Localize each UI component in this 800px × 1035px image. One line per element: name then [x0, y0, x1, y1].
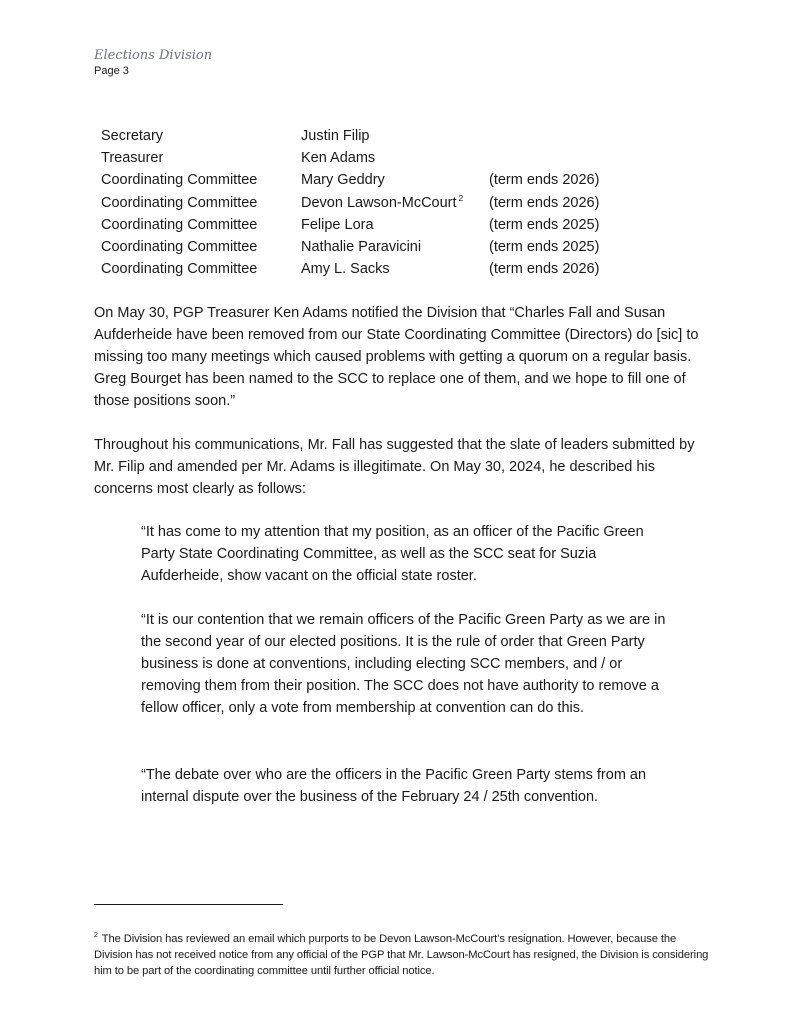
officer-name: Mary Geddry [301, 172, 385, 189]
footnote-reference: 2 [458, 192, 464, 203]
officer-name-cell [301, 192, 489, 214]
officer-row [95, 236, 619, 258]
officer-row [95, 125, 619, 147]
footnote [94, 931, 714, 979]
officer-name: Devon Lawson-McCourt [301, 194, 457, 211]
officer-row [95, 214, 619, 236]
officer-term: (term ends 2026) [489, 194, 600, 211]
block-quote-3: “The debate over who are the officers in the Pacific Green Party stems from an internal dispute over the business of the February 24 / 25th convention. [141, 767, 647, 805]
officer-term [489, 125, 619, 147]
officer-term: (term ends 2025) [489, 239, 600, 256]
officer-role: Coordinating Committee [101, 216, 258, 233]
officer-row [95, 169, 619, 191]
officer-role: Coordinating Committee [101, 261, 258, 278]
page-header [94, 47, 212, 78]
officer-role: Coordinating Committee [101, 172, 258, 189]
footnote-number: 2 [94, 932, 98, 940]
officer-role: Treasurer [101, 150, 164, 167]
officer-term: (term ends 2025) [489, 216, 600, 233]
block-quote-1: “It has come to my attention that my position, as an officer of the Pacific Green Party State Coordinating Committee, as well as the SCC seat for Suzia Aufderheide, show vacant on the official state roster. [141, 524, 644, 584]
officer-name: Ken Adams [301, 150, 376, 167]
officer-term: (term ends 2026) [489, 261, 600, 278]
officer-name: Nathalie Paravicini [301, 239, 422, 256]
footnote-separator [94, 904, 283, 905]
body-paragraph-2: Throughout his communications, Mr. Fall has suggested that the slate of leaders submitted by Mr. Filip and amended per Mr. Adams is illegitimate. On May 30, 2024, he described his concerns most clearly as follows: [94, 437, 695, 497]
officer-role: Secretary [101, 128, 164, 144]
officer-term [489, 147, 619, 169]
body-paragraph-1: On May 30, PGP Treasurer Ken Adams notified the Division that “Charles Fall and Susan Aufderheide have been removed from our State Coordinating Committee (Directors) do [sic] to missing too many meetings which caused problems with getting a quorum on a regular basis. Greg Bourget has been named to the SCC to replace one of them, and we hope to fill one of those positions soon.” [94, 305, 699, 409]
officer-row [95, 147, 619, 169]
page-number: Page 3 [94, 65, 129, 77]
officer-role: Coordinating Committee [101, 194, 258, 211]
header-division: Elections Division [94, 48, 213, 63]
officer-term: (term ends 2026) [489, 172, 600, 189]
officer-name: Amy L. Sacks [301, 261, 390, 278]
officer-name: Felipe Lora [301, 216, 374, 233]
officer-name: Justin Filip [301, 128, 370, 144]
footnote-text: The Division has reviewed an email which purports to be Devon Lawson-McCourt’s resignation. However, because the Division has not received notice from any official of the PGP that Mr. Lawson-McCourt has resigned, the Division is considering him to be part of the coordinating committee until further official notice. [94, 933, 709, 977]
officer-row [95, 258, 619, 280]
officers-table [95, 125, 619, 280]
officer-role: Coordinating Committee [101, 239, 258, 256]
block-quote-2: “It is our contention that we remain officers of the Pacific Green Party as we are in the second year of our elected positions. It is the rule of order that Green Party business is done at conventions, including electing SCC members, and / or removing them from their position. The SCC does not have authority to remove a fellow officer, only a vote from membership at convention can do this. [141, 612, 666, 716]
officer-row [95, 192, 619, 214]
